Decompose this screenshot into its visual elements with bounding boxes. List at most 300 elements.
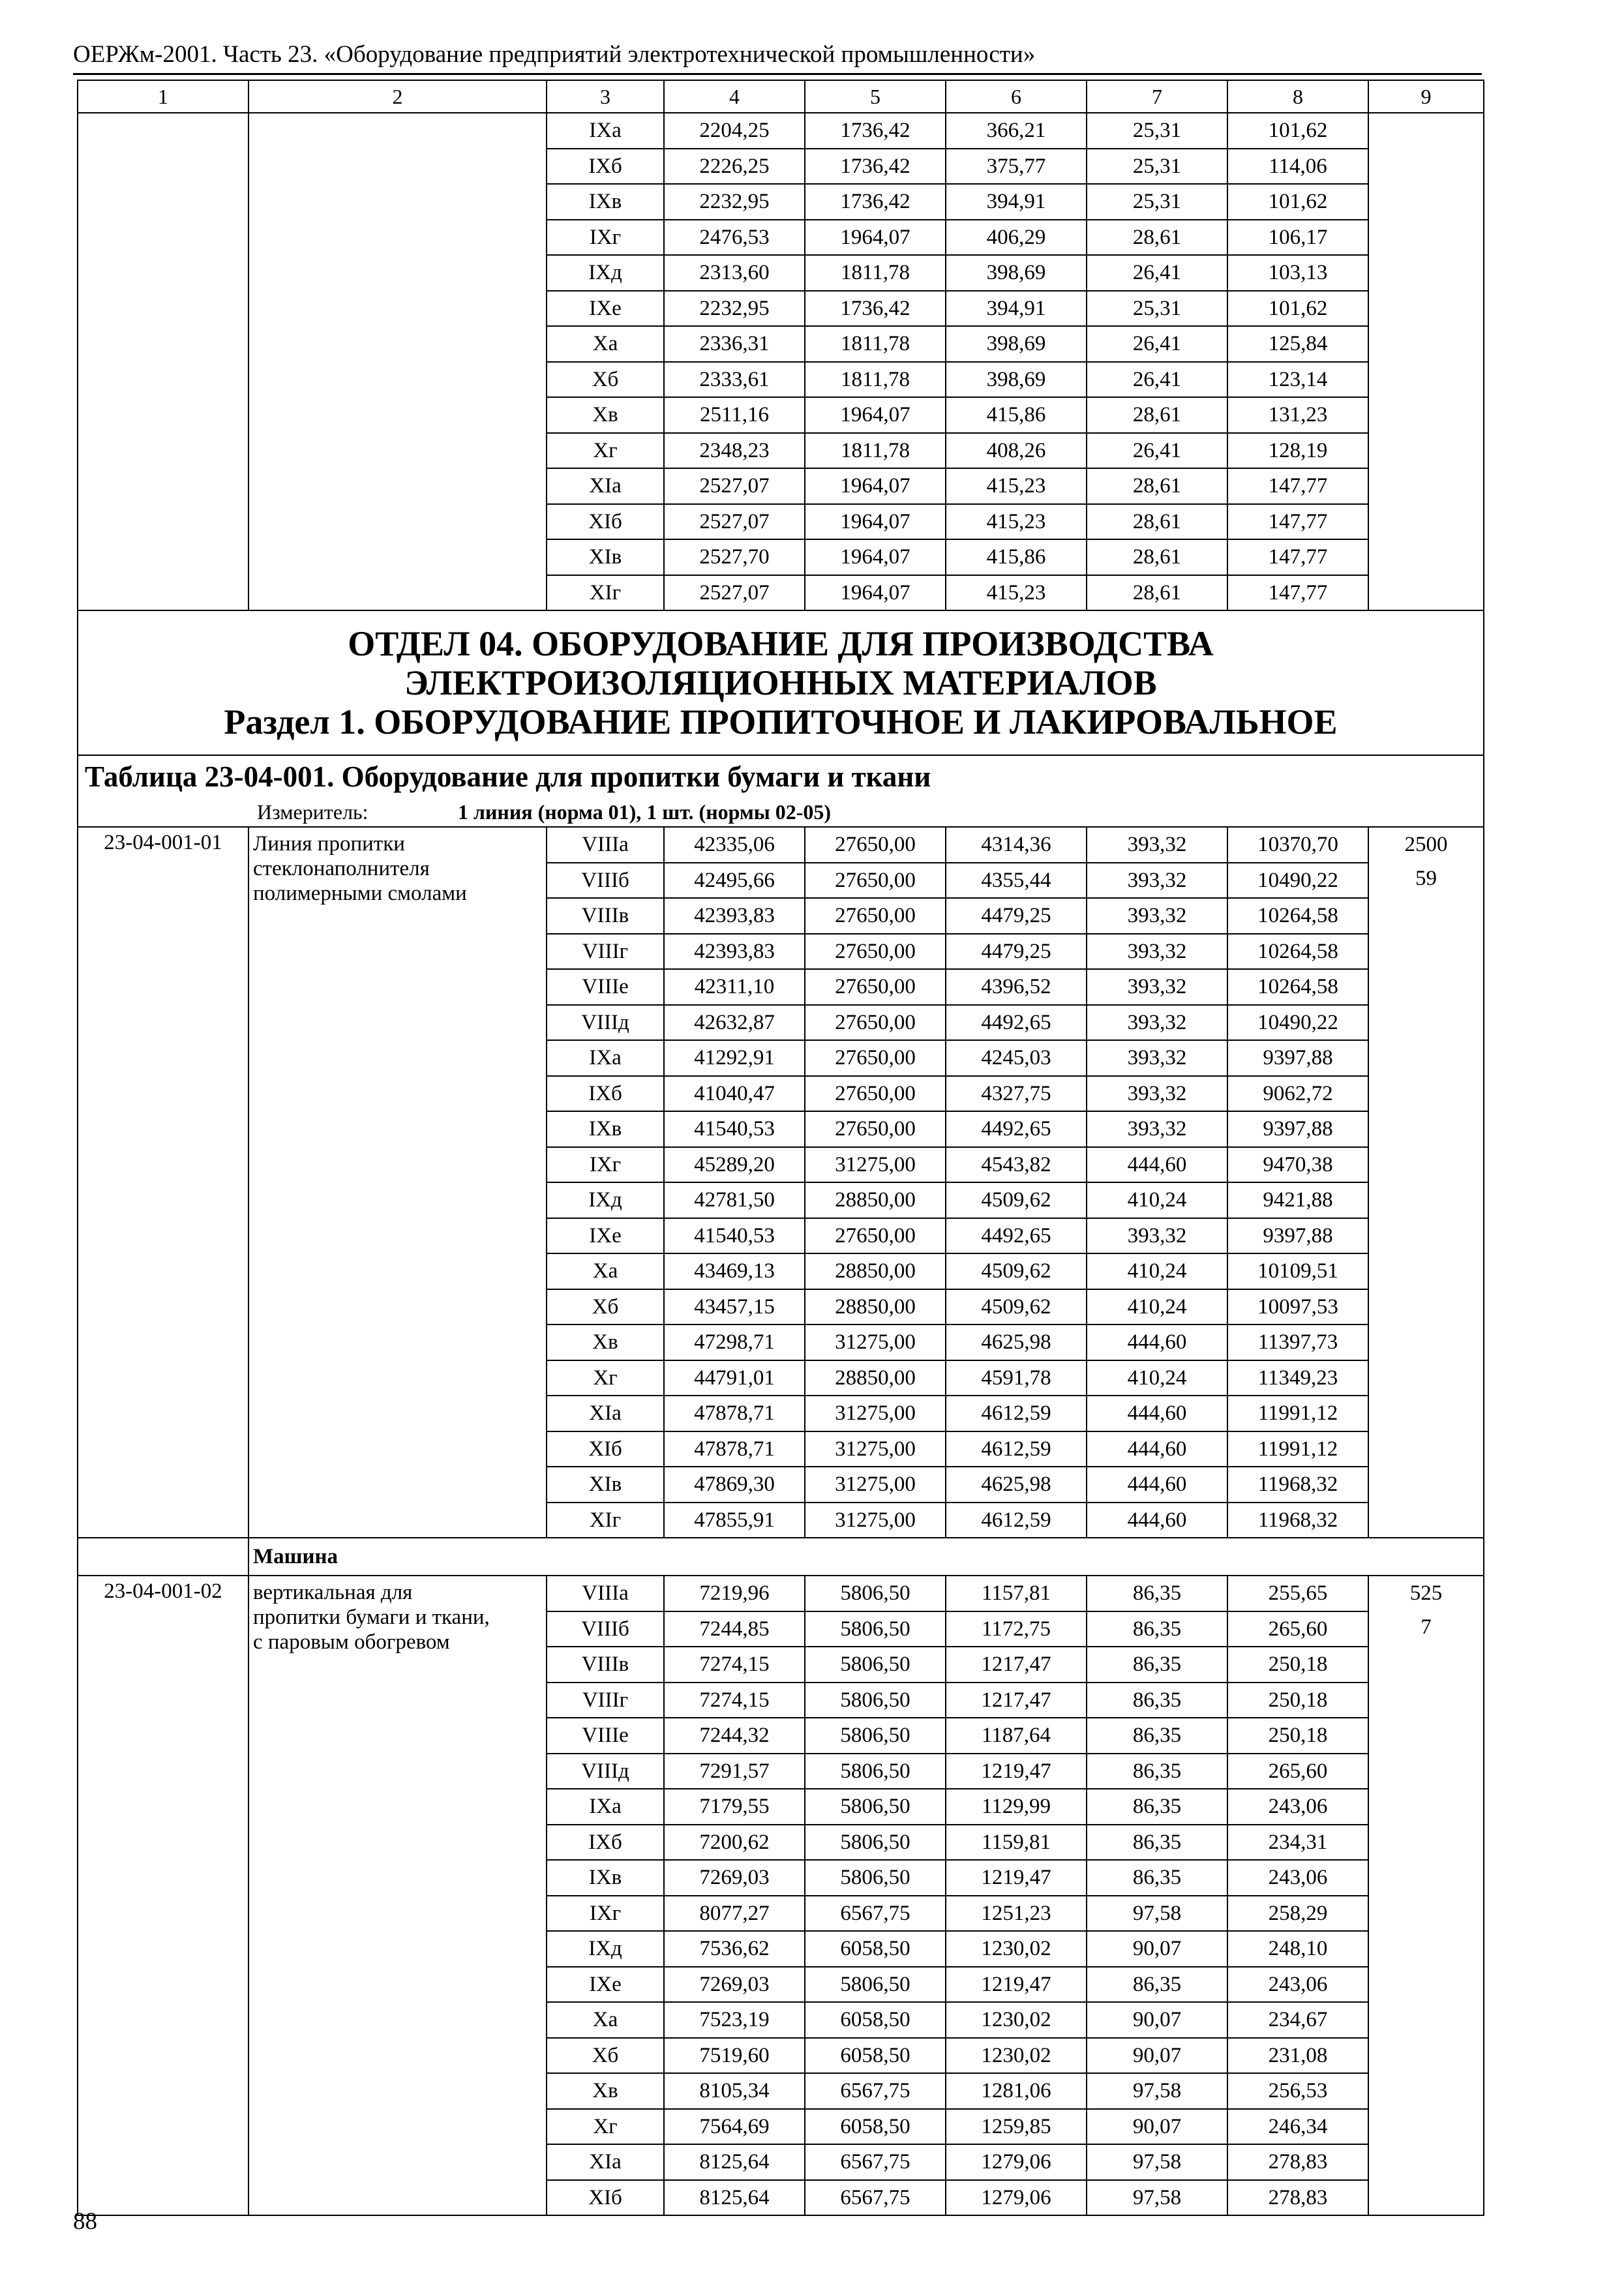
value-cell: 415,23	[946, 468, 1087, 504]
value-cell: 7523,19	[664, 2002, 805, 2038]
col9-value: 7	[1421, 1615, 1432, 1639]
col9-value: 2500	[1404, 833, 1448, 856]
value-cell: 408,26	[946, 433, 1087, 469]
value-cell: 28,61	[1087, 504, 1227, 540]
value-cell: 25,31	[1087, 113, 1227, 149]
value-cell: 43469,13	[664, 1253, 805, 1289]
value-cell: 31275,00	[805, 1467, 946, 1503]
column-number: 4	[664, 80, 805, 113]
value-cell: 243,06	[1227, 1967, 1368, 2003]
value-cell: 26,41	[1087, 433, 1227, 469]
value-cell: 27650,00	[805, 1218, 946, 1254]
zone-cell: XIб	[547, 1431, 664, 1467]
value-cell: 5806,50	[805, 1647, 946, 1683]
value-cell: 4612,59	[946, 1396, 1087, 1431]
value-cell: 147,77	[1227, 575, 1368, 611]
value-cell: 41040,47	[664, 1076, 805, 1112]
value-cell: 10264,58	[1227, 969, 1368, 1005]
table-title: Таблица 23-04-001. Оборудование для пропитки бумаги и ткани	[78, 755, 1484, 798]
value-cell: 1811,78	[805, 362, 946, 398]
value-cell: 47878,71	[664, 1396, 805, 1431]
value-cell: 47298,71	[664, 1324, 805, 1360]
value-cell: 10490,22	[1227, 863, 1368, 899]
value-cell: 123,14	[1227, 362, 1368, 398]
value-cell: 5806,50	[805, 1967, 946, 2003]
zone-cell: IXб	[547, 1825, 664, 1861]
value-cell: 28850,00	[805, 1360, 946, 1396]
value-cell: 1217,47	[946, 1683, 1087, 1718]
section-title-line: ЭЛЕКТРОИЗОЛЯЦИОННЫХ МАТЕРИАЛОВ	[404, 663, 1157, 702]
value-cell: 101,62	[1227, 113, 1368, 149]
value-cell: 394,91	[946, 291, 1087, 327]
value-cell: 43457,15	[664, 1289, 805, 1325]
value-cell: 4479,25	[946, 898, 1087, 934]
value-cell: 1219,47	[946, 1754, 1087, 1789]
value-cell: 234,31	[1227, 1825, 1368, 1861]
value-cell: 41540,53	[664, 1111, 805, 1147]
zone-cell: Xа	[547, 2002, 664, 2038]
value-cell: 278,83	[1227, 2180, 1368, 2216]
zone-cell: IXб	[547, 149, 664, 185]
value-cell: 28,61	[1087, 575, 1227, 611]
value-cell: 1230,02	[946, 1931, 1087, 1967]
value-cell: 41292,91	[664, 1040, 805, 1076]
zone-cell: IXе	[547, 1218, 664, 1254]
value-cell: 7274,15	[664, 1683, 805, 1718]
value-cell: 444,60	[1087, 1431, 1227, 1467]
section-title-line: ОТДЕЛ 04. ОБОРУДОВАНИЕ ДЛЯ ПРОИЗВОДСТВА	[348, 624, 1214, 663]
value-cell: 1259,85	[946, 2109, 1087, 2145]
value-cell: 4509,62	[946, 1253, 1087, 1289]
value-cell: 28,61	[1087, 220, 1227, 256]
zone-cell: IXе	[547, 1967, 664, 2003]
value-cell: 42632,87	[664, 1005, 805, 1041]
norm-name	[248, 827, 547, 1538]
zone-cell: Xа	[547, 1253, 664, 1289]
value-cell: 1219,47	[946, 1860, 1087, 1896]
value-cell: 27650,00	[805, 827, 946, 863]
value-cell: 278,83	[1227, 2144, 1368, 2180]
value-cell: 86,35	[1087, 1967, 1227, 2003]
column-number-row	[78, 80, 1484, 113]
value-cell: 255,65	[1227, 1576, 1368, 1611]
value-cell: 128,19	[1227, 433, 1368, 469]
zone-cell: VIIIв	[547, 898, 664, 934]
value-cell: 41540,53	[664, 1218, 805, 1254]
subsection-title: Раздел 1. ОБОРУДОВАНИЕ ПРОПИТОЧНОЕ И ЛАКИРОВАЛЬНОЕ	[224, 702, 1338, 741]
value-cell: 1964,07	[805, 504, 946, 540]
value-cell: 1251,23	[946, 1896, 1087, 1932]
value-cell: 8125,64	[664, 2144, 805, 2180]
value-cell: 7244,85	[664, 1611, 805, 1647]
value-cell: 27650,00	[805, 1111, 946, 1147]
value-cell: 31275,00	[805, 1431, 946, 1467]
value-cell: 47878,71	[664, 1431, 805, 1467]
value-cell: 1964,07	[805, 397, 946, 433]
column-number: 6	[946, 80, 1087, 113]
norm-name-line: пропитки бумаги и ткани,	[253, 1606, 490, 1629]
column-number: 2	[248, 80, 547, 113]
price-table-body	[78, 80, 1484, 2215]
value-cell: 1964,07	[805, 539, 946, 575]
value-cell: 1281,06	[946, 2073, 1087, 2109]
value-cell: 7179,55	[664, 1789, 805, 1825]
value-cell: 5806,50	[805, 1754, 946, 1789]
value-cell: 101,62	[1227, 184, 1368, 220]
norm-code: 23-04-001-01	[78, 827, 248, 1538]
value-cell: 45289,20	[664, 1147, 805, 1183]
value-cell: 28,61	[1087, 468, 1227, 504]
value-cell: 90,07	[1087, 1931, 1227, 1967]
value-cell: 410,24	[1087, 1360, 1227, 1396]
value-cell: 86,35	[1087, 1754, 1227, 1789]
value-cell: 11397,73	[1227, 1324, 1368, 1360]
value-cell: 25,31	[1087, 184, 1227, 220]
value-cell: 42335,06	[664, 827, 805, 863]
value-cell: 1230,02	[946, 2038, 1087, 2074]
value-cell: 415,23	[946, 504, 1087, 540]
subheading: Машина	[248, 1538, 1484, 1576]
zone-cell: Xб	[547, 362, 664, 398]
value-cell: 26,41	[1087, 326, 1227, 362]
zone-cell: XIа	[547, 468, 664, 504]
column-number: 8	[1227, 80, 1368, 113]
value-cell: 410,24	[1087, 1182, 1227, 1218]
value-cell: 366,21	[946, 113, 1087, 149]
value-cell: 393,32	[1087, 1111, 1227, 1147]
value-cell: 250,18	[1227, 1683, 1368, 1718]
page-number: 88	[73, 2208, 97, 2235]
zone-cell: VIIIе	[547, 1718, 664, 1754]
norm-name	[248, 1576, 547, 2215]
value-cell: 86,35	[1087, 1611, 1227, 1647]
value-cell: 393,32	[1087, 1076, 1227, 1112]
value-cell: 2527,70	[664, 539, 805, 575]
value-cell: 2527,07	[664, 575, 805, 611]
zone-cell: VIIIг	[547, 934, 664, 970]
measure-label: Измеритель:	[257, 800, 368, 824]
norm-name-line: Линия пропитки	[253, 832, 405, 856]
value-cell: 8125,64	[664, 2180, 805, 2216]
zone-cell: Xв	[547, 2073, 664, 2109]
zone-cell: XIа	[547, 2144, 664, 2180]
value-cell: 398,69	[946, 255, 1087, 291]
value-cell: 26,41	[1087, 362, 1227, 398]
value-cell: 4543,82	[946, 1147, 1087, 1183]
value-cell: 5806,50	[805, 1860, 946, 1896]
value-cell: 4314,36	[946, 827, 1087, 863]
value-cell: 6058,50	[805, 1931, 946, 1967]
zone-cell: VIIIа	[547, 1576, 664, 1611]
value-cell: 246,34	[1227, 2109, 1368, 2145]
value-cell: 10370,70	[1227, 827, 1368, 863]
header-rule	[73, 73, 1482, 75]
zone-cell: IXа	[547, 1789, 664, 1825]
value-cell: 393,32	[1087, 1218, 1227, 1254]
value-cell: 398,69	[946, 326, 1087, 362]
value-cell: 86,35	[1087, 1825, 1227, 1861]
value-cell: 1157,81	[946, 1576, 1087, 1611]
value-cell: 444,60	[1087, 1147, 1227, 1183]
value-cell: 86,35	[1087, 1789, 1227, 1825]
zone-cell: IXв	[547, 184, 664, 220]
value-cell: 28,61	[1087, 539, 1227, 575]
value-cell: 42495,66	[664, 863, 805, 899]
col9-value: 59	[1415, 867, 1437, 890]
value-cell: 2313,60	[664, 255, 805, 291]
value-cell: 7269,03	[664, 1860, 805, 1896]
value-cell: 9421,88	[1227, 1182, 1368, 1218]
value-cell: 147,77	[1227, 504, 1368, 540]
zone-cell: VIIIе	[547, 969, 664, 1005]
value-cell: 393,32	[1087, 863, 1227, 899]
value-cell: 234,67	[1227, 2002, 1368, 2038]
value-cell: 6567,75	[805, 2073, 946, 2109]
section-heading-row	[78, 610, 1484, 755]
value-cell: 375,77	[946, 149, 1087, 185]
norm-name-line: с паровым обогревом	[253, 1630, 450, 1654]
value-cell: 7200,62	[664, 1825, 805, 1861]
zone-cell: Xб	[547, 1289, 664, 1325]
value-cell: 28,61	[1087, 397, 1227, 433]
value-cell: 444,60	[1087, 1396, 1227, 1431]
value-cell: 398,69	[946, 362, 1087, 398]
value-cell: 1230,02	[946, 2002, 1087, 2038]
value-cell: 28850,00	[805, 1182, 946, 1218]
value-cell: 10109,51	[1227, 1253, 1368, 1289]
value-cell: 7244,32	[664, 1718, 805, 1754]
value-cell: 9397,88	[1227, 1040, 1368, 1076]
value-cell: 31275,00	[805, 1396, 946, 1431]
value-cell: 415,86	[946, 397, 1087, 433]
value-cell: 4509,62	[946, 1182, 1087, 1218]
value-cell: 7269,03	[664, 1967, 805, 2003]
zone-cell: XIв	[547, 1467, 664, 1503]
value-cell: 393,32	[1087, 969, 1227, 1005]
value-cell: 7564,69	[664, 2109, 805, 2145]
zone-cell: Xг	[547, 433, 664, 469]
value-cell: 1964,07	[805, 220, 946, 256]
running-header: ОЕРЖм-2001. Часть 23. «Оборудование предприятий электротехнической промышленности»	[73, 41, 1036, 68]
zone-cell: VIIIб	[547, 1611, 664, 1647]
value-cell: 90,07	[1087, 2038, 1227, 2074]
value-cell: 1129,99	[946, 1789, 1087, 1825]
col9-cell	[1368, 113, 1484, 610]
zone-cell: IXб	[547, 1076, 664, 1112]
value-cell: 4509,62	[946, 1289, 1087, 1325]
value-cell: 2336,31	[664, 326, 805, 362]
value-cell: 86,35	[1087, 1718, 1227, 1754]
zone-cell: VIIIв	[547, 1647, 664, 1683]
value-cell: 27650,00	[805, 863, 946, 899]
value-cell: 9470,38	[1227, 1147, 1368, 1183]
value-cell: 28850,00	[805, 1289, 946, 1325]
zone-cell: XIг	[547, 575, 664, 611]
value-cell: 11968,32	[1227, 1503, 1368, 1538]
value-cell: 47869,30	[664, 1467, 805, 1503]
value-cell: 10264,58	[1227, 898, 1368, 934]
value-cell: 27650,00	[805, 969, 946, 1005]
zone-cell: Xа	[547, 326, 664, 362]
value-cell: 1187,64	[946, 1718, 1087, 1754]
value-cell: 11991,12	[1227, 1431, 1368, 1467]
value-cell: 444,60	[1087, 1467, 1227, 1503]
value-cell: 2348,23	[664, 433, 805, 469]
value-cell: 393,32	[1087, 934, 1227, 970]
value-cell: 4625,98	[946, 1467, 1087, 1503]
value-cell: 27650,00	[805, 898, 946, 934]
value-cell: 265,60	[1227, 1611, 1368, 1647]
value-cell: 2333,61	[664, 362, 805, 398]
value-cell: 2511,16	[664, 397, 805, 433]
value-cell: 5806,50	[805, 1718, 946, 1754]
value-cell: 2204,25	[664, 113, 805, 149]
value-cell: 47855,91	[664, 1503, 805, 1538]
value-cell: 393,32	[1087, 898, 1227, 934]
zone-cell: VIIIг	[547, 1683, 664, 1718]
value-cell: 415,23	[946, 575, 1087, 611]
zone-cell: VIIIд	[547, 1754, 664, 1789]
norm-code: 23-04-001-02	[78, 1576, 248, 2215]
measure-value: 1 линия (норма 01), 1 шт. (нормы 02-05)	[458, 800, 832, 824]
value-cell: 42393,83	[664, 898, 805, 934]
column-number: 1	[78, 80, 248, 113]
value-cell: 27650,00	[805, 1076, 946, 1112]
zone-cell: XIг	[547, 1503, 664, 1538]
value-cell: 2226,25	[664, 149, 805, 185]
value-cell: 106,17	[1227, 220, 1368, 256]
value-cell: 4355,44	[946, 863, 1087, 899]
value-cell: 6567,75	[805, 2144, 946, 2180]
subheading-row	[78, 1538, 1484, 1576]
value-cell: 6567,75	[805, 2180, 946, 2216]
col9-cell	[1368, 1576, 1484, 2215]
value-cell: 2232,95	[664, 184, 805, 220]
value-cell: 27650,00	[805, 1005, 946, 1041]
value-cell: 4479,25	[946, 934, 1087, 970]
norm-code	[78, 113, 248, 610]
value-cell: 6058,50	[805, 2002, 946, 2038]
zone-cell: Xг	[547, 2109, 664, 2145]
value-cell: 147,77	[1227, 468, 1368, 504]
value-cell: 1811,78	[805, 326, 946, 362]
value-cell: 258,29	[1227, 1896, 1368, 1932]
value-cell: 42781,50	[664, 1182, 805, 1218]
zone-cell: IXг	[547, 220, 664, 256]
value-cell: 9397,88	[1227, 1218, 1368, 1254]
zone-cell: Xб	[547, 2038, 664, 2074]
value-cell: 243,06	[1227, 1789, 1368, 1825]
value-cell: 410,24	[1087, 1253, 1227, 1289]
value-cell: 114,06	[1227, 149, 1368, 185]
value-cell: 26,41	[1087, 255, 1227, 291]
value-cell: 10097,53	[1227, 1289, 1368, 1325]
value-cell: 4327,75	[946, 1076, 1087, 1112]
value-cell: 4591,78	[946, 1360, 1087, 1396]
column-number: 7	[1087, 80, 1227, 113]
value-cell: 7519,60	[664, 2038, 805, 2074]
value-cell: 8105,34	[664, 2073, 805, 2109]
value-cell: 147,77	[1227, 539, 1368, 575]
value-cell: 28850,00	[805, 1253, 946, 1289]
zone-cell: IXд	[547, 255, 664, 291]
zone-cell: IXв	[547, 1111, 664, 1147]
measure	[78, 798, 1484, 827]
zone-cell: IXе	[547, 291, 664, 327]
value-cell: 1736,42	[805, 149, 946, 185]
value-cell: 10490,22	[1227, 1005, 1368, 1041]
value-cell: 1811,78	[805, 433, 946, 469]
value-cell: 250,18	[1227, 1718, 1368, 1754]
zone-cell: VIIIб	[547, 863, 664, 899]
value-cell: 4492,65	[946, 1005, 1087, 1041]
norm-name-line: стеклонаполнителя	[253, 857, 430, 880]
value-cell: 444,60	[1087, 1324, 1227, 1360]
value-cell: 9062,72	[1227, 1076, 1368, 1112]
zone-cell: IXа	[547, 113, 664, 149]
value-cell: 86,35	[1087, 1647, 1227, 1683]
value-cell: 394,91	[946, 184, 1087, 220]
value-cell: 410,24	[1087, 1289, 1227, 1325]
value-cell: 42311,10	[664, 969, 805, 1005]
value-cell: 393,32	[1087, 1005, 1227, 1041]
norm-name-line: вертикальная для	[253, 1581, 413, 1604]
value-cell: 5806,50	[805, 1576, 946, 1611]
value-cell: 2527,07	[664, 504, 805, 540]
value-cell: 4612,59	[946, 1431, 1087, 1467]
value-cell: 6058,50	[805, 2038, 946, 2074]
norm-name	[248, 113, 547, 610]
value-cell: 2527,07	[664, 468, 805, 504]
price-table	[77, 80, 1484, 2216]
zone-cell: IXа	[547, 1040, 664, 1076]
value-cell: 444,60	[1087, 1503, 1227, 1538]
value-cell: 25,31	[1087, 291, 1227, 327]
value-cell: 1736,42	[805, 291, 946, 327]
value-cell: 97,58	[1087, 2180, 1227, 2216]
zone-cell: Xв	[547, 1324, 664, 1360]
col9-value: 525	[1409, 1581, 1443, 1605]
value-cell: 5806,50	[805, 1683, 946, 1718]
value-cell: 2232,95	[664, 291, 805, 327]
zone-cell: XIб	[547, 2180, 664, 2216]
value-cell: 5806,50	[805, 1611, 946, 1647]
measure-row	[78, 798, 1484, 827]
value-cell: 265,60	[1227, 1754, 1368, 1789]
value-cell: 25,31	[1087, 149, 1227, 185]
value-cell: 4612,59	[946, 1503, 1087, 1538]
value-cell: 97,58	[1087, 2073, 1227, 2109]
section-heading	[78, 610, 1484, 755]
value-cell: 248,10	[1227, 1931, 1368, 1967]
value-cell: 1736,42	[805, 184, 946, 220]
zone-cell: IXв	[547, 1860, 664, 1896]
value-cell: 1964,07	[805, 575, 946, 611]
empty-cell	[78, 1538, 248, 1576]
column-number: 3	[547, 80, 664, 113]
value-cell: 1736,42	[805, 113, 946, 149]
value-cell: 125,84	[1227, 326, 1368, 362]
value-cell: 11968,32	[1227, 1467, 1368, 1503]
value-cell: 4492,65	[946, 1111, 1087, 1147]
col9-cell	[1368, 827, 1484, 1538]
table-row	[78, 113, 1484, 149]
value-cell: 7219,96	[664, 1576, 805, 1611]
zone-cell: XIа	[547, 1396, 664, 1431]
value-cell: 44791,01	[664, 1360, 805, 1396]
value-cell: 131,23	[1227, 397, 1368, 433]
zone-cell: XIв	[547, 539, 664, 575]
